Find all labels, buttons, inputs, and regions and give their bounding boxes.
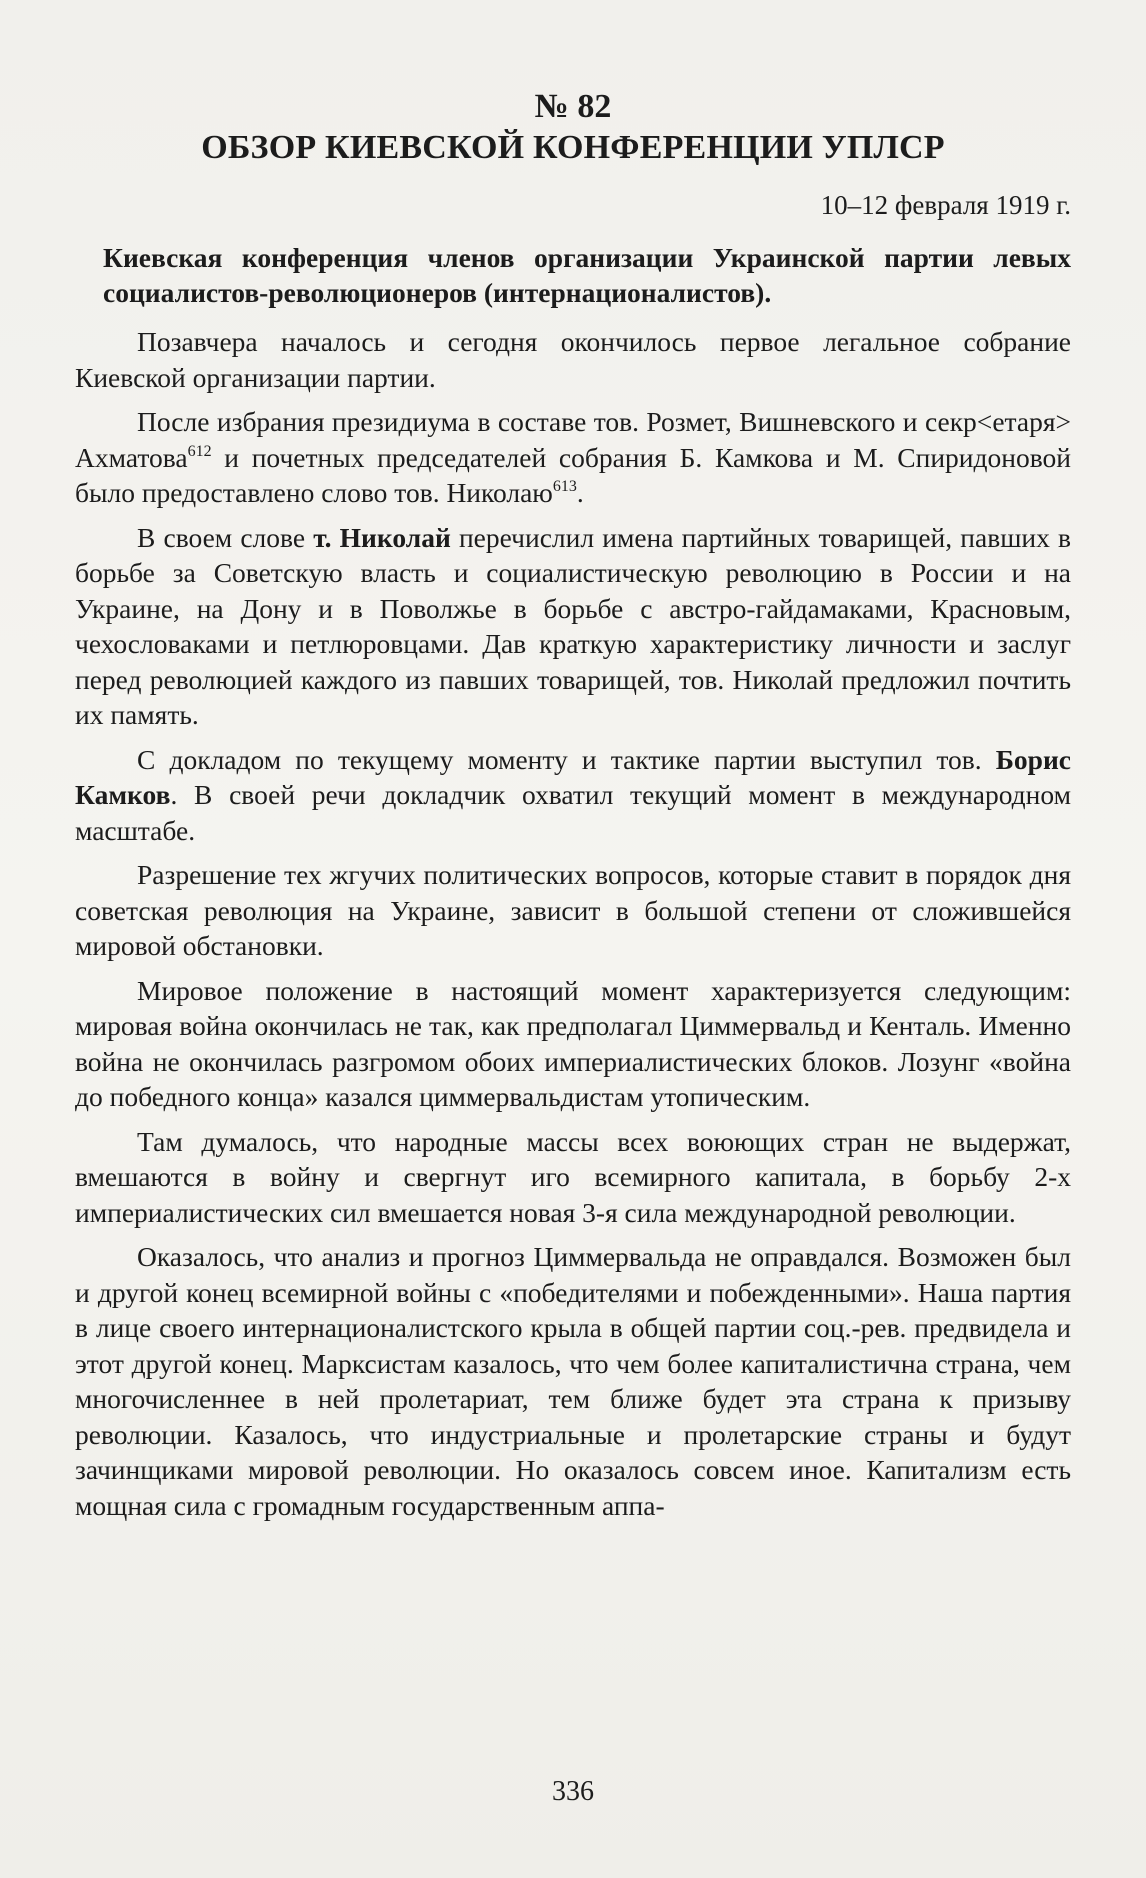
- footnote-ref-613[interactable]: 613: [552, 478, 577, 495]
- speaker-name: т. Николай: [313, 521, 451, 553]
- paragraph-4-start: С докладом по текущему моменту и тактике партии выступил тов.: [137, 743, 996, 775]
- document-date: 10–12 февраля 1919 г.: [820, 190, 1071, 220]
- paragraph-4: [75, 742, 1071, 849]
- paragraph-3: [75, 520, 1071, 733]
- speaker-name: Борис Камков: [75, 743, 1071, 810]
- paragraph-2-end: .: [576, 477, 584, 508]
- paragraph-2-rest: и почетных председателей собрания Б. Камкова и М. Спиридоновой было предоставлено слово тов. Николаю: [75, 441, 1071, 508]
- paragraph-3-rest: перечислил имена партийных товарищей, павших в борьбе за Советскую власть и социалистическую революцию в России и на Украине, на Дону и в Поволжье в борьбе с австро-гайдамаками, Красновым, чехословаками и петлюровцами. Дав краткую характеристику личности и заслуг перед революцией каждого из павших товарищей, тов. Николай предложил почтить их память.: [75, 521, 1071, 730]
- document-subheading: Киевская конференция членов организации Украинской партии левых социалистов-революционеров (интернационалистов).: [103, 242, 1071, 308]
- footnote-ref-612[interactable]: 612: [187, 442, 212, 460]
- paragraph-2-start: После избрания президиума в составе тов. Розмет, Вишневского и секр<етаря> Ахматова: [75, 406, 1071, 473]
- paragraph-7: Там думалось, что народные массы всех воюющих стран не выдержат, вмешаются в войну и свергнут иго всемирного капитала, в борьбу 2-х империалистических сил вмешается новая 3-я сила международной революции.: [75, 1125, 1071, 1228]
- paragraph-6: Мировое положение в настоящий момент характеризуется следующим: мировая война окончилась не так, как предполагал Циммервальд и Кенталь. Именно война не окончилась разгромом обоих империалистических блоков. Лозунг «война до победного конца» казался циммервальдистам утопическим.: [75, 974, 1071, 1112]
- document-number: № 82: [534, 88, 612, 125]
- paragraph-3-start: В своем слове: [137, 521, 314, 553]
- paragraph-8: Оказалось, что анализ и прогноз Циммервальда не оправдался. Возможен был и другой конец всемирной войны с «победителями и побежденными». Наша партия в лице своего интернационалистского крыла в общей партии соц.-рев. предвидела и этот другой конец. Марксистам казалось, что чем более капиталистична страна, чем многочисленнее в ней пролетариат, тем ближе будет эта страна к призыву революции. Казалось, что индустриальные и пролетарские страны и будут зачинщиками мировой революции. Но оказалось совсем иное. Капитализм есть мощная сила с громадным государственным аппа-: [75, 1241, 1071, 1521]
- paragraph-1: Позавчера началось и сегодня окончилось первое легальное собрание Киевской организации партии.: [75, 326, 1071, 393]
- document-body: [75, 88, 1071, 1532]
- paragraph-4-rest: . В своей речи докладчик охватил текущий момент в международном масштабе.: [75, 779, 1071, 846]
- paragraph-5: Разрешение тех жгучих политических вопросов, которые ставит в порядок дня советская революция на Украине, зависит в большой степени от сложившейся мировой обстановки.: [75, 859, 1071, 961]
- paragraph-2: [75, 404, 1071, 511]
- document-title: ОБЗОР КИЕВСКОЙ КОНФЕРЕНЦИИ УПЛСР: [201, 129, 945, 166]
- page-number: 336: [552, 1776, 594, 1807]
